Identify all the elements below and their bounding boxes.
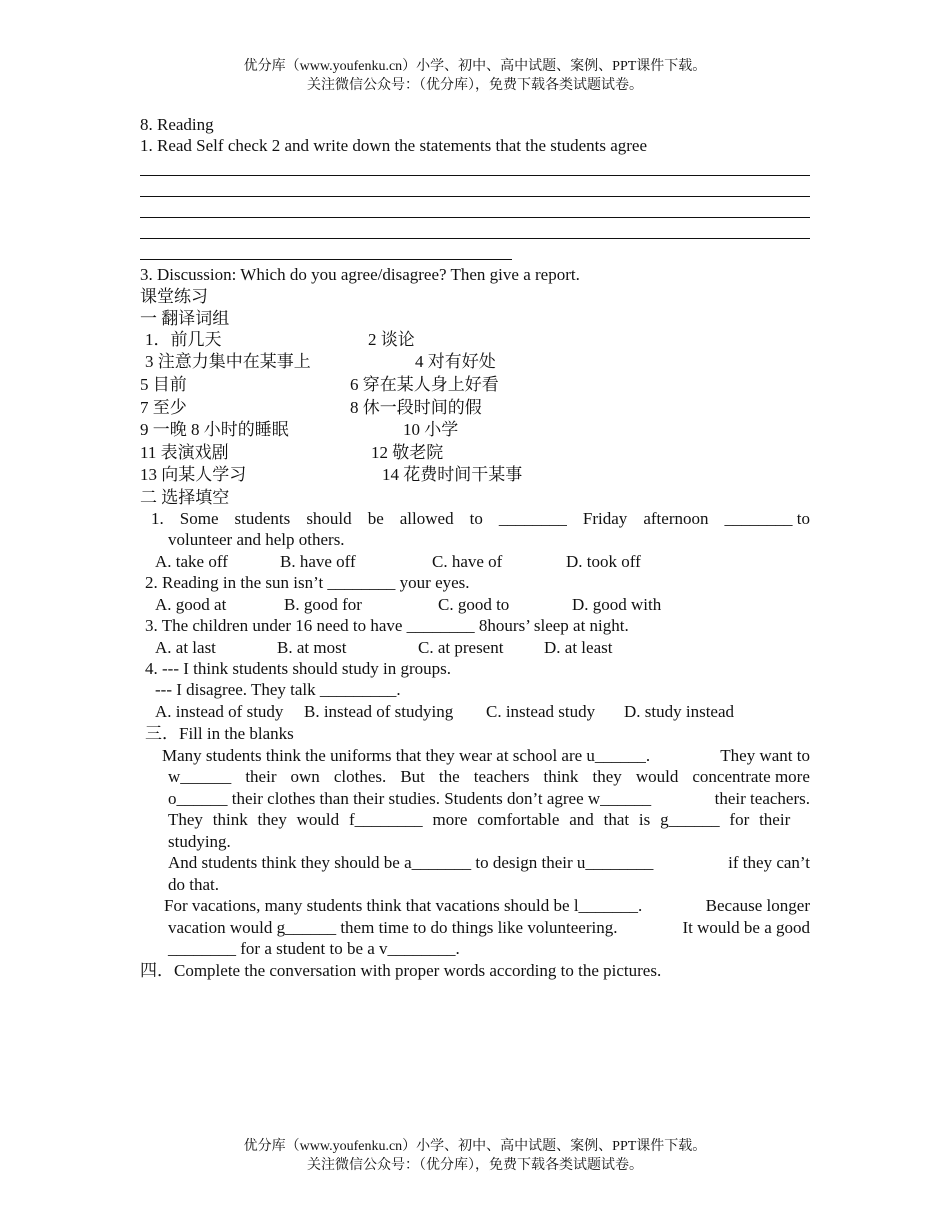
option-d: D. good with — [572, 595, 662, 614]
phrase-item: 2 谈论 — [368, 330, 415, 349]
passage-line: o______ their clothes than their studies. Students don’t agree w______ their teachers. — [168, 789, 810, 808]
option-c: C. have of — [432, 552, 503, 571]
page-header — [0, 57, 950, 95]
option-b: B. have off — [280, 552, 356, 571]
phrase-item: 6 穿在某人身上好看 — [350, 375, 499, 394]
option-c: C. instead study — [486, 702, 596, 721]
passage-line: studying. — [168, 832, 231, 851]
passage-line: For vacations, many students think that vacations should be l_______. Because longer — [164, 896, 810, 915]
phrase-item: 5 目前 — [140, 375, 187, 394]
part-1-title: 一 翻译词组 — [140, 309, 230, 328]
passage-line: And students think they should be a_______ to design their u________ if they can’t — [168, 853, 810, 872]
part-3-title: 三．Fill in the blanks — [145, 724, 294, 743]
answer-line — [140, 217, 810, 218]
phrase-item: 13 向某人学习 — [140, 465, 247, 484]
part-4-title: 四．Complete the conversation with proper words according to the pictures. — [140, 961, 662, 980]
option-d: D. at least — [544, 638, 613, 657]
page-footer — [0, 1137, 950, 1175]
passage-line: w______ their own clothes. But the teachers think they would concentrate more — [168, 767, 810, 786]
option-a: A. good at — [155, 595, 227, 614]
answer-line — [140, 238, 810, 239]
phrase-item: 12 敬老院 — [371, 443, 444, 462]
phrase-item: 7 至少 — [140, 398, 187, 417]
passage-line: Many students think the uniforms that they wear at school are u______. They want to — [162, 746, 810, 765]
passage-line: do that. — [168, 875, 219, 894]
phrase-item: 4 对有好处 — [415, 352, 496, 371]
phrase-item: 1．前几天 — [145, 330, 222, 349]
phrase-item: 14 花费时间干某事 — [382, 465, 523, 484]
header-line-1: 优分库（www.youfenku.cn）小学、初中、高中试题、案例、PPT课件下载。 — [243, 59, 707, 74]
header-line-2: 关注微信公众号：（优分库），免费下载各类试题试卷。 — [307, 78, 643, 93]
option-c: C. at present — [418, 638, 504, 657]
phrase-item: 11 表演戏剧 — [140, 443, 229, 462]
option-a: A. instead of study — [155, 702, 284, 721]
option-a: A. take off — [155, 552, 228, 571]
question-1-line-2: volunteer and help others. — [168, 530, 345, 549]
phrase-item: 10 小学 — [403, 420, 459, 439]
passage-line: ________ for a student to be a v________. — [168, 939, 460, 958]
reading-task-3: 3. Discussion: Which do you agree/disagree? Then give a report. — [140, 265, 580, 284]
reading-task-1: 1. Read Self check 2 and write down the statements that the students agree — [140, 136, 648, 155]
answer-line — [140, 259, 512, 260]
option-b: B. at most — [277, 638, 347, 657]
option-a: A. at last — [155, 638, 216, 657]
answer-line — [140, 175, 810, 176]
practice-title: 课堂练习 — [140, 287, 208, 306]
part-2-title: 二 选择填空 — [140, 488, 230, 507]
phrase-item: 3 注意力集中在某事上 — [145, 352, 311, 371]
option-d: D. took off — [566, 552, 641, 571]
footer-line-2: 关注微信公众号：（优分库），免费下载各类试题试卷。 — [307, 1158, 643, 1173]
option-c: C. good to — [438, 595, 510, 614]
question-1-line-1: 1. Some students should be allowed to ________ Friday afternoon ________ to — [151, 509, 810, 528]
passage-line: vacation would g______ them time to do things like volunteering. It would be a good — [168, 918, 810, 937]
phrase-item: 8 休一段时间的假 — [350, 398, 482, 417]
question-4: 4. --- I think students should study in groups. — [145, 659, 451, 678]
footer-line-1: 优分库（www.youfenku.cn）小学、初中、高中试题、案例、PPT课件下载。 — [243, 1139, 707, 1154]
passage-line: They think they would f________ more comfortable and that is g______ for their — [168, 810, 791, 829]
option-d: D. study instead — [624, 702, 735, 721]
question-4-reply: --- I disagree. They talk _________. — [155, 680, 401, 699]
option-b: B. good for — [284, 595, 362, 614]
option-b: B. instead of studying — [304, 702, 454, 721]
phrase-item: 9 一晚 8 小时的睡眠 — [140, 420, 289, 439]
question-2: 2. Reading in the sun isn’t ________ your eyes. — [145, 573, 470, 592]
section-8-title: 8. Reading — [140, 115, 214, 134]
answer-line — [140, 196, 810, 197]
question-3: 3. The children under 16 need to have ________ 8hours’ sleep at night. — [145, 616, 629, 635]
